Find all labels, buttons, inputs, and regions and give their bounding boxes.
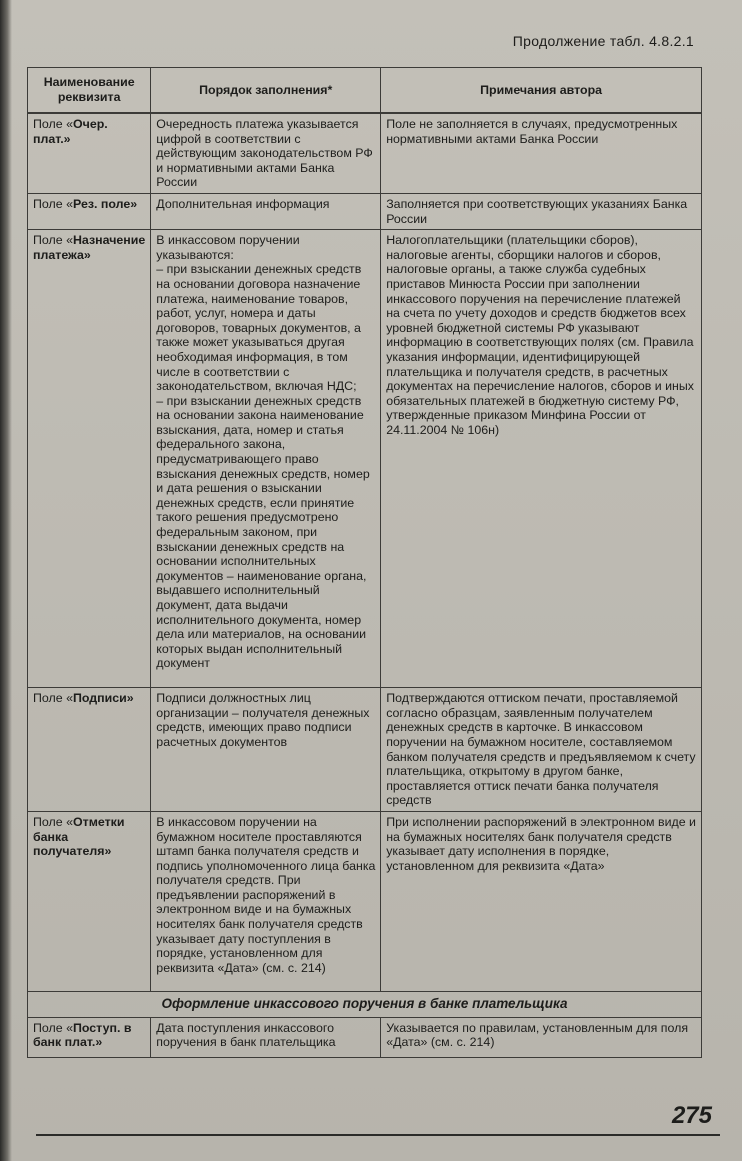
- field-name-cell: [28, 193, 151, 229]
- field-suffix: »: [83, 247, 91, 262]
- procedure-cell: Дата поступления инкассового поручения в банк плательщика: [151, 1017, 381, 1057]
- notes-cell: Налогоплательщики (плательщики сборов), налоговые агенты, сборщики налогов и сборов, налоговые органы, а также служба судебных приставов Минюста России при заполнении инкассового поручения на перечисление платежей на счета по учету доходов и средств бюджетов всех уровней бюджетной системы РФ указывают информацию в соответствующих полях (см. Правила указания информации, идентифицирующей плательщика и получателя средств, в расчетных документах на перечисление налогов, сборов и иных обязательных платежей в бюджетную систему РФ, утвержденные приказом Минфина России от 24.11.2004 № 106н): [381, 230, 702, 688]
- column-header-name: Наименование реквизита: [28, 68, 151, 114]
- field-suffix: »: [63, 131, 71, 146]
- field-name: Подписи: [72, 691, 127, 706]
- notes-cell: Подтверждаются оттиском печати, проставляемой согласно образцам, заявленным получателем денежных средств в карточке. В инкассовом поручении на бумажном носителе, составляемом банком получателя средств и предъявляемом к счету плательщика, открытому в другом банке, проставляется оттиск печати банка получателя средств: [381, 688, 702, 812]
- notes-cell: Заполняется при соответствующих указаниях Банка России: [381, 193, 702, 229]
- column-header-notes: Примечания автора: [381, 68, 702, 114]
- section-row: [28, 991, 702, 1017]
- field-suffix: »: [95, 1035, 103, 1050]
- notes-cell: При исполнении распоряжений в электронном виде и на бумажных носителях банк получателя средств указывает дату исполнения в порядке, установленном для реквизита «Дата»: [381, 811, 702, 991]
- field-prefix: Поле «: [33, 814, 73, 829]
- field-name-cell: [28, 1017, 151, 1057]
- notes-cell: Указывается по правилам, установленным для поля «Дата» (см. с. 214): [381, 1017, 702, 1057]
- procedure-cell: В инкассовом поручении на бумажном носителе проставляются штамп банка получателя средств и подпись уполномоченного лица банка получателя средств. При предъявлении распоряжений в электронном виде и на бумажных носителях банк получателя средств указывает дату поступления в порядке, установленном для реквизита «Дата» (см. с. 214): [151, 811, 381, 991]
- notes-cell: Поле не заполняется в случаях, предусмотренных нормативными актами Банка России: [381, 113, 702, 193]
- field-name: Поступ. в банк плат.: [33, 1020, 132, 1050]
- table-row: [28, 230, 702, 688]
- field-suffix: »: [126, 691, 134, 706]
- field-name: Отметки банка получателя: [33, 814, 125, 859]
- field-name-cell: [28, 230, 151, 688]
- field-name: Очер. плат.: [33, 117, 108, 146]
- table-row: [28, 193, 702, 229]
- table-row: [28, 811, 702, 991]
- section-title: Оформление инкассового поручения в банке плательщика: [28, 991, 702, 1017]
- table-row: [28, 1017, 702, 1057]
- requisites-table: [27, 67, 702, 1058]
- table-row: [28, 113, 702, 193]
- table-header-row: [28, 68, 702, 114]
- field-prefix: Поле «: [33, 196, 73, 211]
- field-name-cell: [28, 113, 151, 193]
- footer-rule: [36, 1134, 720, 1136]
- table-continuation-label: Продолжение табл. 4.8.2.1: [512, 33, 694, 49]
- procedure-cell: Очередность платежа указывается цифрой в соответствии с действующим законодательством РФ и нормативными актами Банка России: [151, 113, 381, 193]
- field-prefix: Поле «: [33, 117, 73, 131]
- field-name: Назначение платежа: [33, 233, 146, 262]
- field-name-cell: [28, 688, 151, 812]
- column-header-procedure: Порядок заполнения*: [151, 68, 381, 114]
- procedure-cell: Дополнительная информация: [151, 193, 381, 229]
- book-spine-shadow: [0, 0, 12, 1161]
- procedure-cell: Подписи должностных лиц организации – получателя денежных средств, имеющих право подписи расчетных документов: [151, 688, 381, 812]
- field-name: Рез. поле: [72, 196, 131, 211]
- field-prefix: Поле «: [33, 691, 73, 706]
- field-prefix: Поле «: [33, 233, 73, 248]
- table-row: [28, 688, 702, 812]
- field-prefix: Поле «: [33, 1020, 73, 1035]
- field-suffix: »: [130, 196, 138, 211]
- field-suffix: »: [104, 844, 112, 859]
- procedure-cell: В инкассовом поручении указываются: – при взыскании денежных средств на основании договора назначение платежа, наименование товаров, работ, услуг, номера и даты договоров, товарных документов, а также может указываться другая необходимая информация, в том числе в соответствии с законодательством, включая НДС; – при взыскании денежных средств на основании закона наименование взыскания, дата, номер и статья федерального закона, предусматривающего право взыскания денежных средств, номер и дата решения о взыскании денежных средств, если принятие такого решения предусмотрено федеральным законом, при взыскании денежных средств на основании исполнительных документов – наименование органа, выдавшего исполнительный документ, дата выдачи исполнительного документа, номер дела или материалов, на основании которых выдан исполнительный документ: [151, 230, 381, 688]
- page-number: 275: [671, 1102, 712, 1129]
- field-name-cell: [28, 811, 151, 991]
